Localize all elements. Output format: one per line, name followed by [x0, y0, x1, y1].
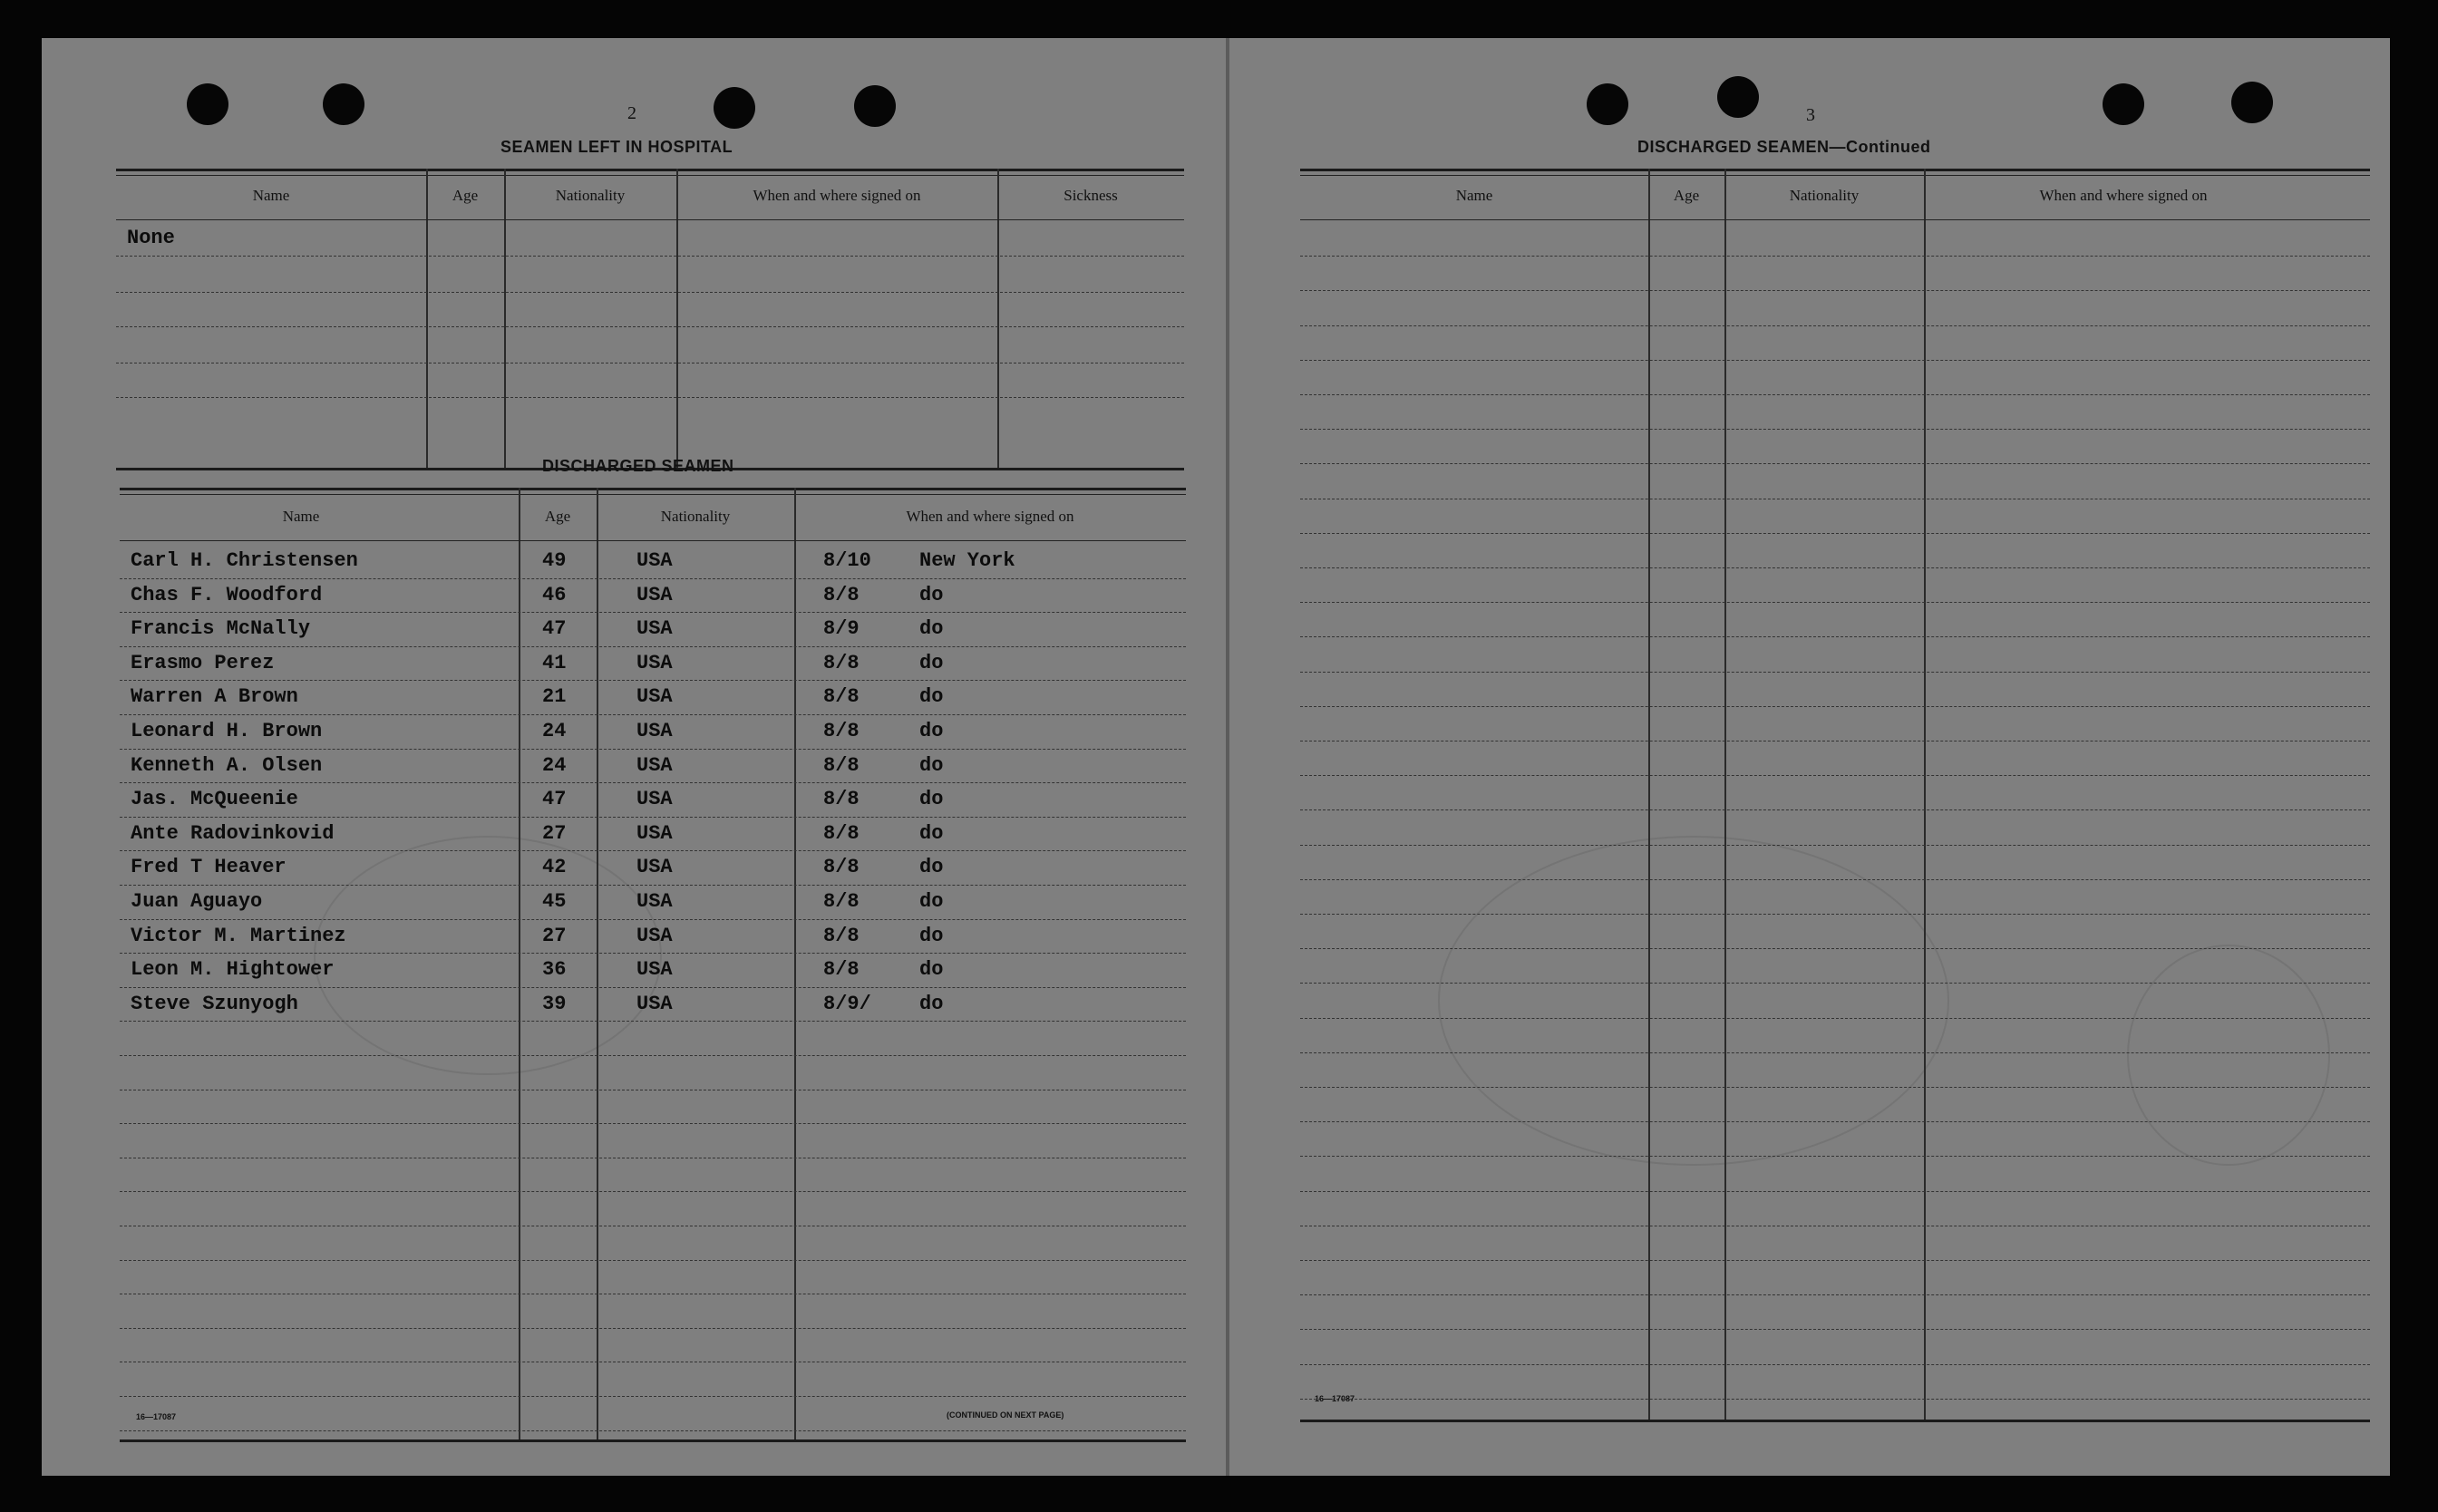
cell-nationality: USA [636, 992, 673, 1015]
cell-nationality: USA [636, 890, 673, 913]
cell-place: do [919, 890, 944, 913]
column-divider [504, 169, 506, 468]
cell-age: 27 [542, 821, 567, 845]
row-line [1300, 256, 2370, 257]
column-header-age: Age [1673, 187, 1700, 204]
page-fold [1226, 38, 1229, 1476]
cell-place: do [919, 856, 944, 879]
cell-age: 27 [542, 924, 567, 947]
column-header-name: Name [252, 187, 290, 204]
row-line [1300, 1156, 2370, 1157]
hospital-entry: None [127, 227, 175, 249]
cell-date: 8/8 [823, 890, 860, 913]
cell-nationality: USA [636, 720, 673, 742]
cell-name: Warren A Brown [131, 685, 298, 709]
cell-age: 24 [542, 753, 567, 777]
punch-hole [714, 87, 755, 129]
cell-date: 8/8 [823, 924, 860, 947]
row-line [1300, 983, 2370, 984]
table-top-rule [116, 175, 1184, 176]
discharged-section-title: DISCHARGED SEAMEN [542, 457, 734, 475]
cell-place: do [919, 720, 944, 742]
cell-name: Leonard H. Brown [131, 720, 323, 742]
table-row [120, 584, 1186, 618]
cell-place: do [919, 992, 944, 1015]
cell-date: 8/10 [823, 549, 871, 572]
row-line [1300, 1294, 2370, 1295]
punch-hole [1587, 83, 1628, 125]
cell-age: 39 [542, 992, 567, 1015]
table-row [120, 856, 1186, 890]
table-row [120, 890, 1186, 925]
table-row [120, 685, 1186, 720]
cell-name: Steve Szunyogh [131, 992, 298, 1015]
page-number-right: 3 [1806, 105, 1815, 125]
row-line [120, 1396, 1186, 1397]
table-top-rule [120, 494, 1186, 495]
punch-hole [1717, 76, 1759, 118]
row-line [1300, 1121, 2370, 1122]
title-main: DISCHARGED SEAMEN [1637, 138, 1830, 156]
row-line [1300, 1364, 2370, 1365]
row-line [1300, 706, 2370, 707]
row-line [120, 1191, 1186, 1192]
cell-age: 24 [542, 720, 567, 742]
cell-nationality: USA [636, 924, 673, 947]
cell-date: 8/8 [823, 651, 860, 674]
row-line [1300, 948, 2370, 949]
cell-age: 42 [542, 856, 567, 879]
cell-name: Carl H. Christensen [131, 549, 358, 572]
column-header-nationality: Nationality [1789, 187, 1860, 204]
row-line [116, 256, 1184, 257]
punch-hole [2231, 82, 2273, 123]
page-number-left: 2 [627, 103, 636, 123]
cell-date: 8/9/ [823, 992, 871, 1015]
column-header-nationality: Nationality [660, 508, 731, 525]
table-row [120, 788, 1186, 822]
table-row [120, 754, 1186, 789]
table-row [120, 822, 1186, 857]
cell-name: Francis McNally [131, 617, 311, 641]
hospital-section-title: SEAMEN LEFT IN HOSPITAL [500, 138, 733, 156]
header-rule [1300, 219, 2370, 220]
cell-place: New York [919, 549, 1015, 572]
row-line [1300, 360, 2370, 361]
row-line [120, 1123, 1186, 1124]
row-line [120, 1430, 1186, 1431]
cell-nationality: USA [636, 788, 673, 811]
column-header-nationality: Nationality [555, 187, 626, 204]
cell-place: do [919, 958, 944, 982]
cell-place: do [919, 583, 944, 606]
column-divider [426, 169, 428, 468]
cell-nationality: USA [636, 583, 673, 606]
cell-nationality: USA [636, 958, 673, 982]
row-line [1300, 879, 2370, 880]
row-line [1300, 1052, 2370, 1053]
cell-age: 46 [542, 583, 567, 606]
table-top-rule [1300, 175, 2370, 176]
cell-nationality: USA [636, 651, 673, 674]
document-sheet [42, 38, 2390, 1476]
row-line [1300, 394, 2370, 395]
row-line [1300, 602, 2370, 603]
cell-name: Fred T Heaver [131, 856, 287, 879]
column-header-signed-on: When and where signed on [753, 187, 921, 204]
column-divider [1648, 169, 1650, 1421]
row-line [1300, 533, 2370, 534]
table-row [120, 958, 1186, 993]
column-header-name: Name [282, 508, 320, 525]
cell-date: 8/8 [823, 958, 860, 982]
hospital-table [116, 169, 1184, 473]
continued-note: (CONTINUED ON NEXT PAGE) [947, 1410, 1064, 1420]
cell-nationality: USA [636, 821, 673, 845]
header-rule [120, 540, 1186, 541]
cell-name: Juan Aguayo [131, 890, 263, 913]
row-line [116, 292, 1184, 293]
row-line [1300, 1191, 2370, 1192]
table-row [120, 617, 1186, 652]
column-divider [1724, 169, 1726, 1421]
cell-age: 41 [542, 651, 567, 674]
cell-date: 8/8 [823, 753, 860, 777]
cell-place: do [919, 821, 944, 845]
column-header-signed-on: When and where signed on [2039, 187, 2208, 204]
cell-name: Jas. McQueenie [131, 788, 298, 811]
row-line [1300, 1087, 2370, 1088]
row-line [1300, 845, 2370, 846]
cell-place: do [919, 753, 944, 777]
form-number-left: 16—17087 [136, 1412, 177, 1421]
row-line [120, 1260, 1186, 1261]
table-row [120, 993, 1186, 1027]
cell-date: 8/8 [823, 685, 860, 709]
row-line [1300, 463, 2370, 464]
cell-place: do [919, 617, 944, 641]
cell-age: 21 [542, 685, 567, 709]
cell-date: 8/8 [823, 856, 860, 879]
table-row [120, 549, 1186, 584]
cell-age: 47 [542, 788, 567, 811]
row-line [120, 1055, 1186, 1056]
cell-date: 8/8 [823, 821, 860, 845]
cell-name: Chas F. Woodford [131, 583, 323, 606]
row-line [1300, 1260, 2370, 1261]
row-line [1300, 567, 2370, 568]
row-line [1300, 1018, 2370, 1019]
cell-nationality: USA [636, 753, 673, 777]
row-line [1300, 672, 2370, 673]
cell-place: do [919, 924, 944, 947]
cell-age: 47 [542, 617, 567, 641]
cell-name: Erasmo Perez [131, 651, 275, 674]
discharged-table [120, 488, 1186, 1443]
column-header-age: Age [452, 187, 479, 204]
column-header-signed-on: When and where signed on [906, 508, 1074, 525]
cell-date: 8/9 [823, 617, 860, 641]
cell-nationality: USA [636, 617, 673, 641]
cell-place: do [919, 651, 944, 674]
cell-date: 8/8 [823, 720, 860, 742]
row-line [116, 326, 1184, 327]
cell-name: Kenneth A. Olsen [131, 753, 323, 777]
row-line [1300, 429, 2370, 430]
row-line [1300, 290, 2370, 291]
cell-date: 8/8 [823, 788, 860, 811]
column-divider [997, 169, 999, 468]
table-top-rule [116, 169, 1184, 171]
cell-age: 45 [542, 890, 567, 913]
cell-age: 36 [542, 958, 567, 982]
title-continued: —Continued [1829, 138, 1931, 156]
punch-hole [187, 83, 228, 125]
header-rule [116, 219, 1184, 220]
column-header-name: Name [1455, 187, 1493, 204]
row-line [116, 397, 1184, 398]
column-divider [676, 169, 678, 468]
row-line [1300, 775, 2370, 776]
row-line [120, 1328, 1186, 1329]
table-row [120, 925, 1186, 959]
row-line [1300, 809, 2370, 810]
cell-nationality: USA [636, 685, 673, 709]
row-line [1300, 325, 2370, 326]
table-bottom-rule [1300, 1420, 2370, 1422]
punch-hole [323, 83, 364, 125]
table-row [120, 652, 1186, 686]
punch-hole [854, 85, 896, 127]
discharged-continued-title [1637, 138, 1931, 157]
row-line [1300, 1399, 2370, 1400]
cell-name: Ante Radovinkovid [131, 821, 335, 845]
column-header-age: Age [544, 508, 571, 525]
row-line [1300, 636, 2370, 637]
table-top-rule [120, 488, 1186, 490]
cell-date: 8/8 [823, 583, 860, 606]
row-line [1300, 914, 2370, 915]
cell-place: do [919, 685, 944, 709]
form-number-right: 16—17087 [1315, 1394, 1355, 1403]
row-line [1300, 1329, 2370, 1330]
table-row [120, 720, 1186, 754]
cell-place: do [919, 788, 944, 811]
table-bottom-rule [120, 1439, 1186, 1442]
punch-hole [2103, 83, 2144, 125]
column-divider [1924, 169, 1926, 1421]
table-top-rule [1300, 169, 2370, 171]
discharged-continued-table [1300, 169, 2370, 1425]
column-header-sickness: Sickness [1064, 187, 1118, 204]
cell-nationality: USA [636, 856, 673, 879]
cell-age: 49 [542, 549, 567, 572]
cell-name: Leon M. Hightower [131, 958, 335, 982]
cell-name: Victor M. Martinez [131, 924, 346, 947]
cell-nationality: USA [636, 549, 673, 572]
